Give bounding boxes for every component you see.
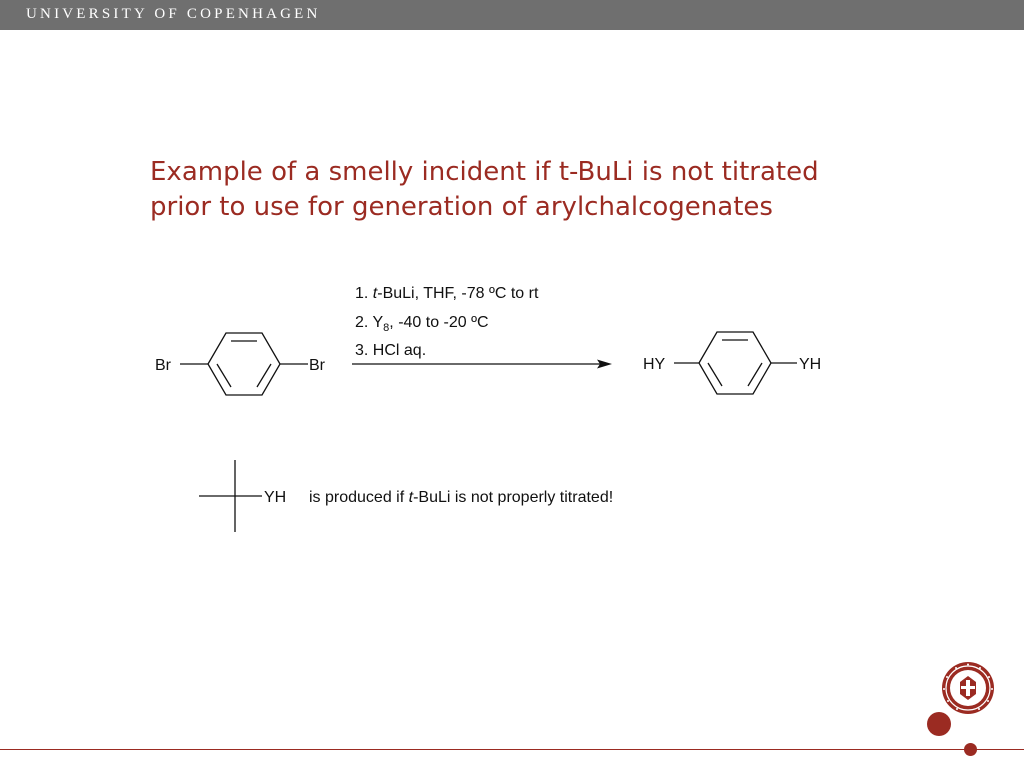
product-benzene-ring — [699, 332, 771, 394]
byproduct-note: is produced if t-BuLi is not properly titrated! — [309, 489, 614, 506]
reactant-right-label: Br — [309, 357, 325, 374]
university-seal-icon — [940, 660, 1000, 716]
product-right-label: YH — [799, 356, 822, 373]
university-name: UNIVERSITY OF COPENHAGEN — [26, 6, 321, 22]
reactant-benzene-ring — [208, 333, 280, 395]
reactant-structure — [180, 333, 308, 395]
footer-line — [0, 749, 1024, 750]
condition-step-3: 3. HCl aq. — [355, 342, 427, 359]
decorative-dot-small — [964, 743, 977, 756]
reactant-left-label: Br — [155, 357, 171, 374]
product-structure — [674, 332, 797, 394]
tert-butyl-structure — [199, 460, 262, 532]
slide-title-line-1: Example of a smelly incident if t-BuLi is not titrated — [150, 157, 819, 187]
condition-step-1: 1. t-BuLi, THF, -78 ºC to rt — [355, 285, 539, 302]
decorative-dot-large — [927, 712, 951, 736]
product-left-label: HY — [643, 356, 666, 373]
slide-title-line-2: prior to use for generation of arylchalcogenates — [150, 192, 773, 222]
condition-step-2: 2. $Y_8$, -40 to -20 ºC — [355, 314, 489, 334]
byproduct-label: YH — [264, 489, 287, 506]
reaction-arrow — [352, 360, 612, 369]
